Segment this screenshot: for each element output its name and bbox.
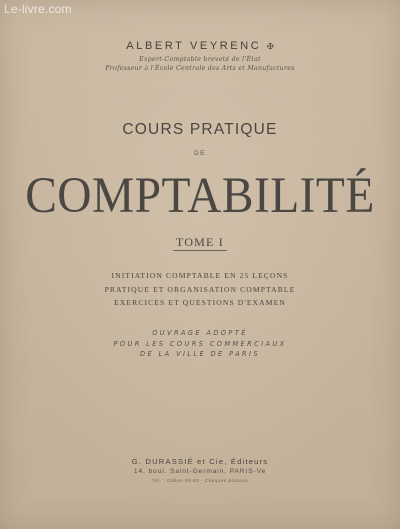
main-title: COMPTABILITÉ — [25, 168, 375, 224]
author-name — [0, 40, 400, 52]
subtitle-cours-pratique: COURS PRATIQUE — [122, 121, 278, 138]
contents-line: EXERCICES ET QUESTIONS D'EXAMEN — [114, 298, 286, 307]
author-credential-line: Expert-Comptable breveté de l'État — [139, 56, 261, 63]
adoption-notice — [0, 328, 400, 360]
tome-underline — [173, 250, 227, 251]
author-name-text: ALBERT VEYRENC — [126, 40, 262, 52]
author-credential-line: Professeur à l'École Centrale des Arts et Manufactures — [105, 65, 295, 72]
publisher-address: 14, boul. Saint-Germain, PARIS-Ve — [133, 468, 267, 475]
publisher-phone: Tél. : Odéon 80-63 · Chèques postaux — [151, 478, 249, 483]
adoption-line: OUVRAGE ADOPTÉ — [152, 329, 248, 337]
contents-line: INITIATION COMPTABLE EN 25 LEÇONS — [111, 271, 289, 280]
author-credentials — [0, 55, 400, 73]
tome-label: TOME I — [176, 235, 224, 249]
watermark: Le-livre.com — [4, 2, 72, 16]
contents-list — [0, 269, 400, 310]
contents-line: PRATIQUE ET ORGANISATION COMPTABLE — [104, 284, 296, 294]
adoption-line: DE LA VILLE DE PARIS — [140, 350, 260, 358]
adoption-line: POUR LES COURS COMMERCIAUX — [113, 339, 287, 348]
subtitle-de: DE — [193, 150, 207, 157]
author-decoration: ✠ — [266, 42, 274, 51]
publisher-block — [0, 456, 400, 485]
author-block — [0, 40, 400, 73]
publisher-name: G. DURASSIÉ et Cie, Éditeurs — [131, 457, 269, 466]
